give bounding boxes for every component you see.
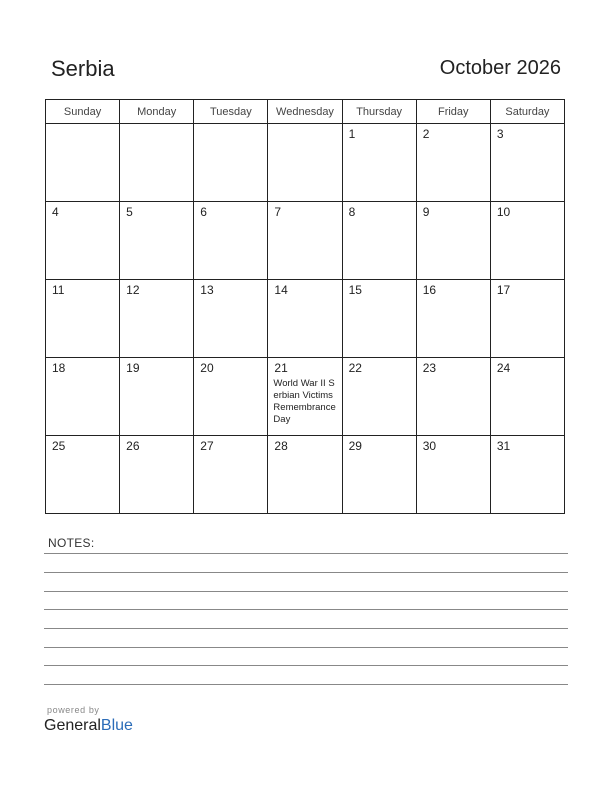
- day-number: 12: [126, 283, 140, 297]
- day-cell: [120, 436, 194, 514]
- day-cell: [342, 358, 416, 436]
- day-cell: [416, 436, 490, 514]
- week-row: [46, 280, 565, 358]
- day-number: 27: [200, 439, 214, 453]
- day-number: 2: [422, 127, 430, 141]
- day-number: 21: [274, 361, 288, 375]
- day-number: 7: [274, 205, 282, 219]
- brand-logo[interactable]: [44, 717, 133, 735]
- notes-label: NOTES:: [48, 536, 95, 550]
- day-number: [120, 124, 193, 128]
- day-cell: [416, 124, 490, 202]
- day-number: 30: [422, 439, 437, 453]
- day-number: 9: [422, 205, 430, 219]
- day-number: 4: [52, 205, 59, 219]
- day-number: 24: [496, 361, 511, 375]
- week-row: [46, 436, 565, 514]
- month-title: October 2026: [439, 57, 561, 79]
- weekday-monday: Monday: [120, 100, 194, 124]
- day-cell: [416, 358, 490, 436]
- day-number: 5: [126, 205, 133, 219]
- notes-line: [44, 684, 568, 685]
- day-cell: [46, 124, 120, 202]
- day-number: 29: [348, 439, 362, 453]
- day-number: 8: [348, 205, 356, 219]
- weekday-sunday: Sunday: [46, 100, 120, 124]
- day-number: 28: [274, 439, 288, 453]
- day-number: 14: [274, 283, 288, 297]
- week-row: [46, 358, 565, 436]
- day-number: 19: [126, 361, 140, 375]
- weekday-header-row: [46, 100, 565, 124]
- notes-line: [44, 628, 568, 629]
- week-row: [46, 202, 565, 280]
- day-cell: [268, 124, 342, 202]
- day-cell: [120, 280, 194, 358]
- day-number: 10: [496, 205, 511, 219]
- day-cell: [46, 202, 120, 280]
- day-cell: [490, 124, 564, 202]
- day-cell: [490, 358, 564, 436]
- day-number: 11: [52, 283, 65, 297]
- day-number: [46, 124, 119, 128]
- day-number: 23: [422, 361, 437, 375]
- day-number: 20: [200, 361, 214, 375]
- weekday-friday: Friday: [416, 100, 490, 124]
- day-cell: [342, 280, 416, 358]
- day-cell: [120, 124, 194, 202]
- day-cell: [268, 280, 342, 358]
- day-cell: [194, 436, 268, 514]
- day-cell: [194, 358, 268, 436]
- day-number: [268, 124, 341, 128]
- notes-line: [44, 647, 568, 648]
- notes-line: [44, 553, 568, 554]
- brand-blue: Blue: [100, 717, 133, 734]
- weekday-tuesday: Tuesday: [194, 100, 268, 124]
- weekday-thursday: Thursday: [342, 100, 416, 124]
- day-number: 26: [126, 439, 140, 453]
- day-cell: [342, 124, 416, 202]
- day-number: 18: [52, 361, 66, 375]
- country-title: Serbia: [51, 56, 115, 81]
- day-cell: [268, 436, 342, 514]
- day-cell: [46, 280, 120, 358]
- day-cell: [490, 280, 564, 358]
- day-number: 31: [496, 439, 511, 453]
- day-cell: [490, 202, 564, 280]
- day-cell: [46, 436, 120, 514]
- day-number: 15: [348, 283, 362, 297]
- day-number: 13: [200, 283, 214, 297]
- day-number: 22: [348, 361, 362, 375]
- day-cell-holiday: [268, 358, 342, 436]
- day-number: 6: [200, 205, 207, 219]
- day-cell: [416, 202, 490, 280]
- day-number: 3: [496, 127, 504, 141]
- powered-by-text: powered by: [47, 705, 100, 715]
- calendar-grid: [45, 99, 565, 514]
- notes-line: [44, 609, 568, 610]
- brand-general: General: [44, 717, 101, 734]
- weekday-saturday: Saturday: [490, 100, 564, 124]
- day-cell: [120, 358, 194, 436]
- weekday-wednesday: Wednesday: [268, 100, 342, 124]
- day-number: 25: [52, 439, 66, 453]
- day-number: 1: [348, 127, 356, 141]
- day-cell: [490, 436, 564, 514]
- notes-line: [44, 591, 568, 592]
- day-cell: [268, 202, 342, 280]
- day-cell: [194, 280, 268, 358]
- day-number: [194, 124, 267, 128]
- day-cell: [46, 358, 120, 436]
- notes-line: [44, 572, 568, 573]
- notes-line: [44, 665, 568, 666]
- day-cell: [342, 436, 416, 514]
- day-cell: [194, 202, 268, 280]
- day-number: 16: [422, 283, 437, 297]
- day-cell: [194, 124, 268, 202]
- week-row: [46, 124, 565, 202]
- day-cell: [120, 202, 194, 280]
- holiday-label: World War II Serbian Victims Remembrance Day: [273, 378, 336, 425]
- day-cell: [416, 280, 490, 358]
- day-cell: [342, 202, 416, 280]
- day-number: 17: [496, 283, 511, 297]
